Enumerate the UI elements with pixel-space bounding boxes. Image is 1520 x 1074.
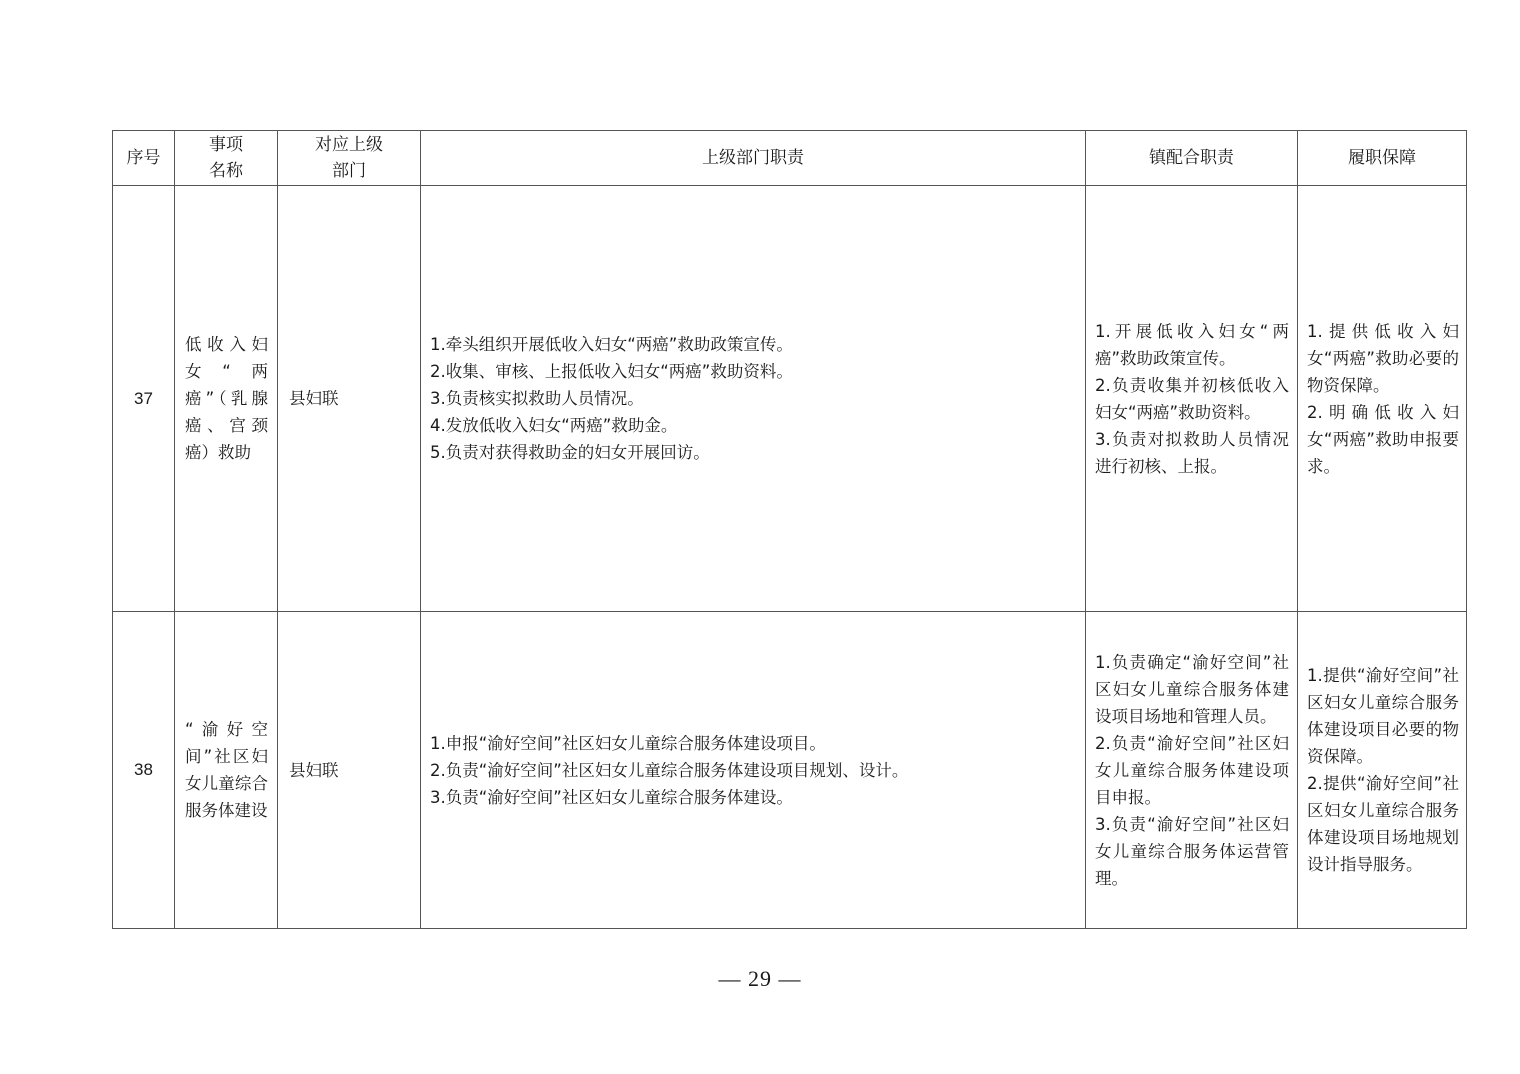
- row-item-name: [175, 612, 278, 929]
- header-guarantee: 履职保障: [1298, 131, 1467, 186]
- town-duty-line: 1.负责确定“渝好空间”社区妇女儿童综合服务体建设项目场地和管理人员。: [1095, 652, 1289, 726]
- item-name-text: 低收入妇女“两癌”（乳腺癌、宫颈癌）救助: [185, 335, 268, 462]
- guarantee-line: 1.提供低收入妇女“两癌”救助必要的物资保障。: [1307, 321, 1459, 395]
- upper-duty-line: 4.发放低收入妇女“两癌”救助金。: [430, 416, 678, 435]
- row-guarantee: [1298, 186, 1467, 612]
- row-dept: 县妇联: [278, 612, 421, 929]
- row-upper-duty: [421, 186, 1086, 612]
- table-row: [113, 186, 1467, 612]
- table-header-row: [113, 131, 1467, 186]
- guarantee-line: 2.提供“渝好空间”社区妇女儿童综合服务体建设项目场地规划设计指导服务。: [1307, 774, 1459, 874]
- town-duty-line: 3.负责对拟救助人员情况进行初核、上报。: [1095, 429, 1289, 476]
- header-seq: 序号: [113, 131, 175, 186]
- header-upper-dept: 对应上级 部门: [278, 131, 421, 186]
- duty-table: [112, 130, 1467, 929]
- upper-duty-line: 1.申报“渝好空间”社区妇女儿童综合服务体建设项目。: [430, 733, 826, 753]
- page-number: — 29 —: [718, 966, 802, 991]
- row-seq: 37: [113, 186, 175, 612]
- upper-duty-line: 3.负责“渝好空间”社区妇女儿童综合服务体建设。: [430, 787, 793, 807]
- upper-duty-line: 5.负责对获得救助金的妇女开展回访。: [430, 443, 710, 462]
- town-duty-line: 2.负责收集并初核低收入妇女“两癌”救助资料。: [1095, 375, 1289, 422]
- upper-duty-line: 2.负责“渝好空间”社区妇女儿童综合服务体建设项目规划、设计。: [430, 760, 909, 780]
- table-row: [113, 612, 1467, 929]
- row-seq: 38: [113, 612, 175, 929]
- upper-duty-line: 1.牵头组织开展低收入妇女“两癌”救助政策宣传。: [430, 335, 793, 354]
- header-item-name: 事项 名称: [175, 131, 278, 186]
- town-duty-line: 2.负责“渝好空间”社区妇女儿童综合服务体建设项目申报。: [1095, 733, 1289, 807]
- town-duty-line: 1.开展低收入妇女“两癌”救助政策宣传。: [1095, 321, 1289, 368]
- guarantee-line: 1.提供“渝好空间”社区妇女儿童综合服务体建设项目必要的物资保障。: [1307, 666, 1459, 766]
- item-name-text: “渝好空间”社区妇女儿童综合服务体建设: [185, 720, 268, 820]
- row-guarantee: [1298, 612, 1467, 929]
- row-upper-duty: [421, 612, 1086, 929]
- upper-duty-line: 2.收集、审核、上报低收入妇女“两癌”救助资料。: [430, 362, 793, 381]
- row-town-duty: [1086, 186, 1298, 612]
- guarantee-line: 2.明确低收入妇女“两癌”救助申报要求。: [1307, 402, 1459, 476]
- header-town-duty: 镇配合职责: [1086, 131, 1298, 186]
- row-dept: 县妇联: [278, 186, 421, 612]
- row-item-name: [175, 186, 278, 612]
- row-town-duty: [1086, 612, 1298, 929]
- town-duty-line: 3.负责“渝好空间”社区妇女儿童综合服务体运营管理。: [1095, 814, 1289, 888]
- upper-duty-line: 3.负责核实拟救助人员情况。: [430, 389, 644, 408]
- header-upper-duty: 上级部门职责: [421, 131, 1086, 186]
